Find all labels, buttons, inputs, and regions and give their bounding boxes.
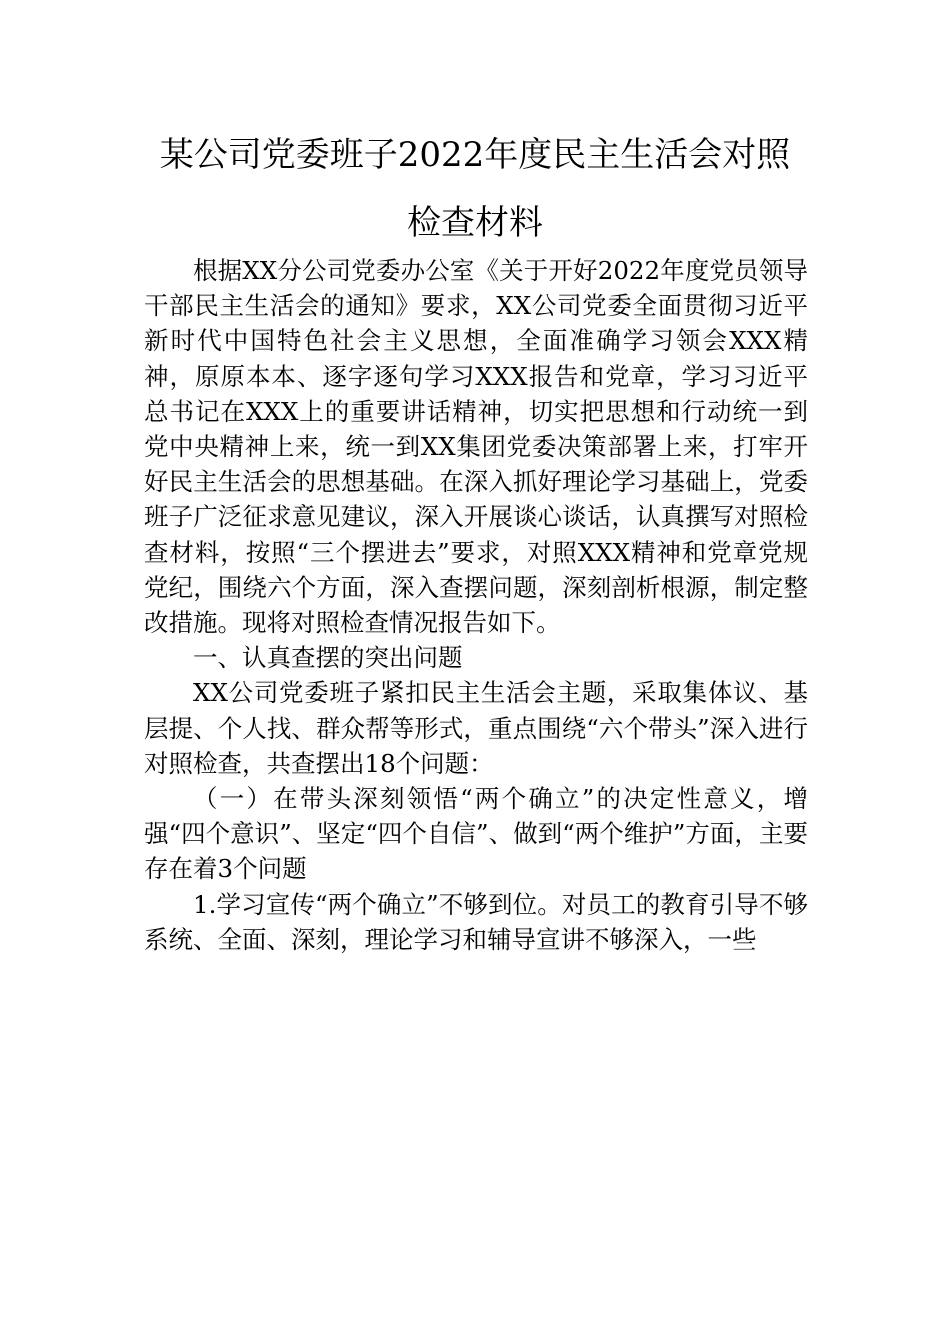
section-heading: 一、认真查摆的突出问题 (193, 643, 463, 673)
intro-paragraph: 根据XX分公司党委办公室《关于开好2022年度党员领导干部民主生活会的通知》要求，XX公司党委全面贯彻习近平新时代中国特色社会主义思想，全面准确学习领会XXX精神，原原本本、逐字逐句学习XXX报告和党章，学习习近平总书记在XXX上的重要讲话精神，切实把思想和行动统一到党中央精神上来，统一到XX集团党委决策部署上来，打牢开好民主生活会的思想基础。在深入抓好理论学习基础上，党委班子广泛征求意见建议，深入开展谈心谈话，认真撰写对照检查材料，按照“三个摆进去”要求，对照XXX精神和党章党规党纪，围绕六个方面，深入查摆问题，深刻剖析根源，制定整改措施。现将对照检查情况报告如下。 (144, 256, 808, 638)
subsection-heading: （一）在带头深刻领悟“两个确立”的决定性意义，增强“四个意识”、坚定“四个自信”、做到“两个维护”方面，主要存在着3个问题 (144, 784, 808, 884)
document-body (144, 253, 808, 957)
document-title-line-1: 某公司党委班子2022年度民主生活会对照 (159, 135, 791, 175)
item-paragraph: 1.学习宣传“两个确立”不够到位。对员工的教育引导不够系统、全面、深刻，理论学习和辅导宣讲不够深入，一些 (144, 889, 808, 954)
section-paragraph: XX公司党委班子紧扣民主生活会主题，采取集体议、基层提、个人找、群众帮等形式，重点围绕“六个带头”深入进行对照检查，共查摆出18个问题： (144, 678, 808, 778)
document-title-line-2: 检查材料 (407, 203, 543, 243)
